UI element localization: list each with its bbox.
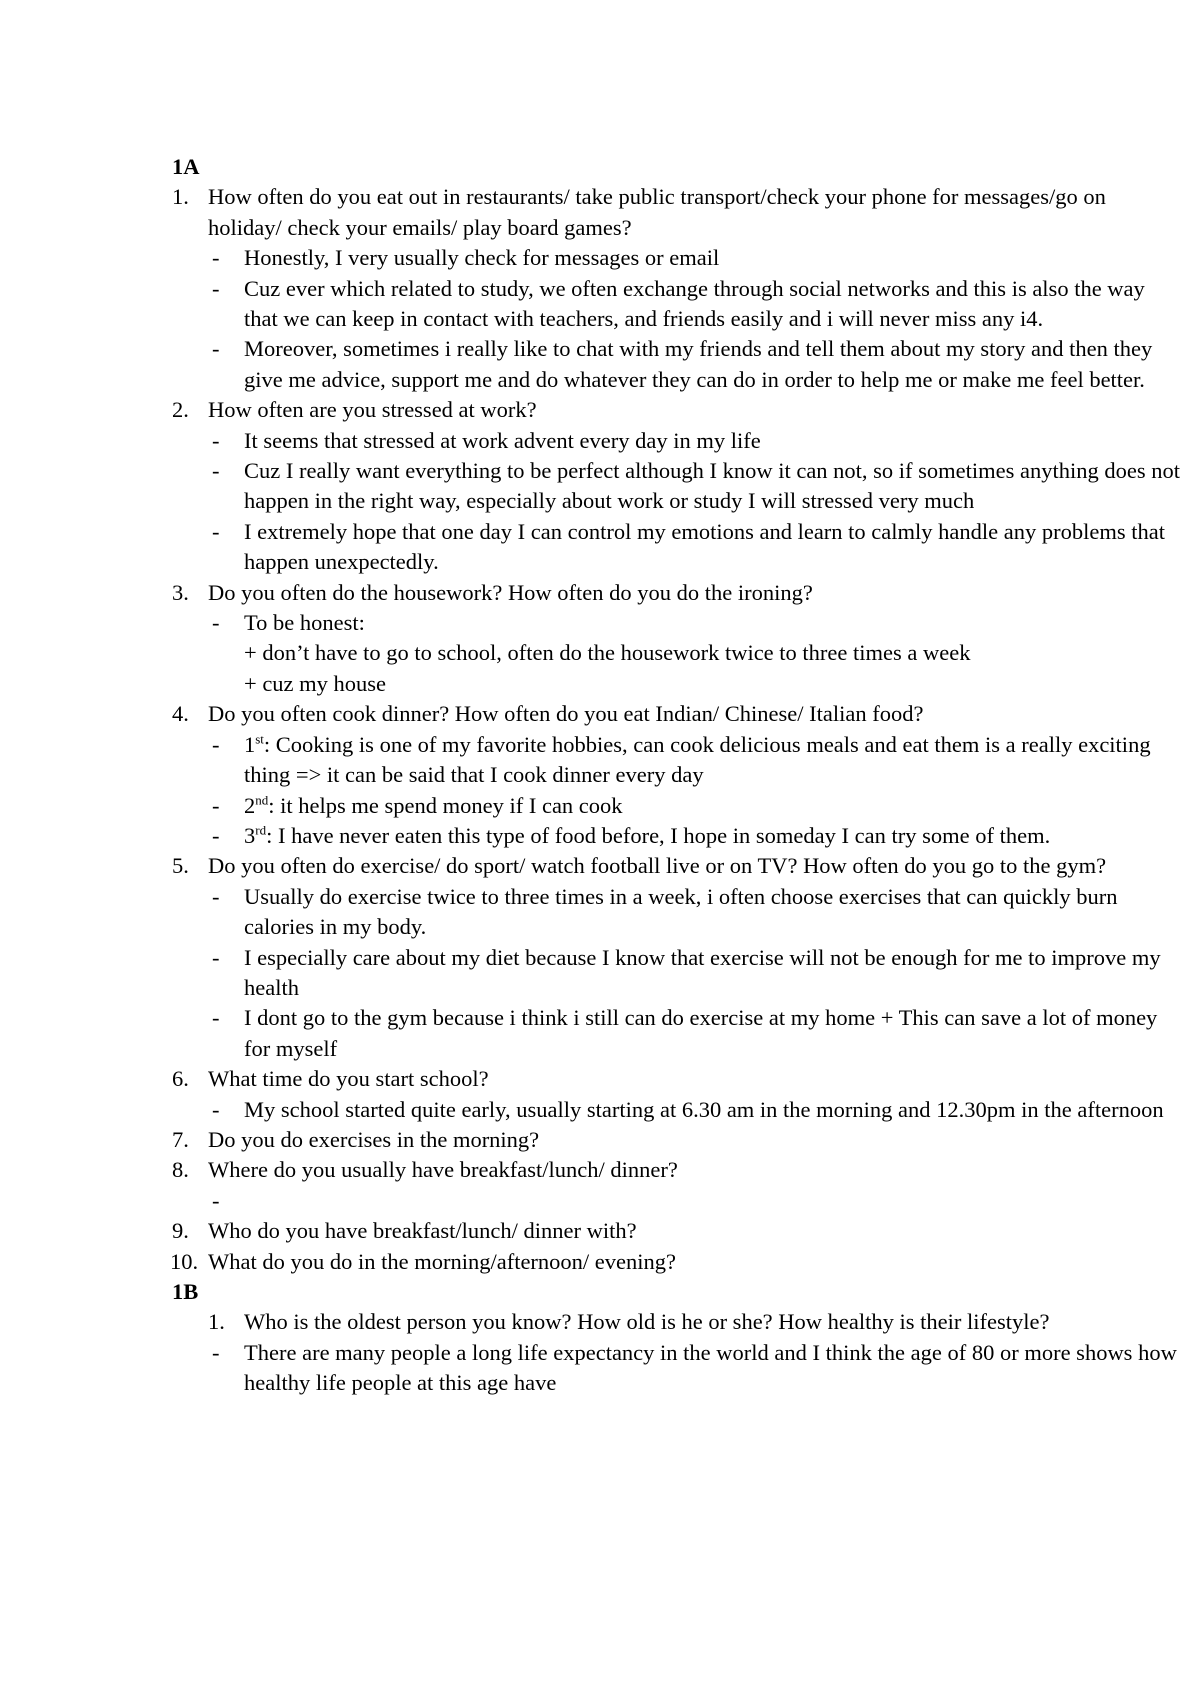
answer-item — [172, 1003, 1182, 1064]
ordinal-number: 2 — [244, 792, 256, 818]
question-number: 5. — [172, 853, 189, 879]
plus-note: + don’t have to go to school, often do the housework twice to three times a week — [244, 640, 971, 666]
answer-text: To be honest: — [244, 610, 365, 636]
answer-text: : it helps me spend money if I can cook — [268, 792, 623, 818]
question-8 — [172, 1155, 1182, 1185]
question-number: 10. — [170, 1248, 199, 1274]
question-text: Who do you have breakfast/lunch/ dinner with? — [208, 1218, 637, 1244]
question-10 — [172, 1247, 1182, 1277]
question-number: 6. — [172, 1066, 189, 1092]
question-1b-1 — [172, 1307, 1182, 1337]
ordinal-suffix: rd — [255, 822, 267, 838]
dash-bullet: - — [212, 1339, 220, 1365]
answer-text: I dont go to the gym because i think i still can do exercise at my home + This can save a lot of money for myself — [244, 1005, 1158, 1061]
question-6 — [172, 1064, 1182, 1094]
answer-text: It seems that stressed at work advent every day in my life — [244, 427, 761, 453]
question-number: 3. — [172, 579, 189, 605]
question-1 — [172, 182, 1182, 243]
question-5 — [172, 851, 1182, 881]
dash-bullet: - — [212, 427, 220, 453]
dash-bullet: - — [212, 1005, 220, 1031]
answer-item — [172, 1095, 1182, 1125]
answer-item — [172, 608, 1182, 638]
dash-bullet: - — [212, 336, 220, 362]
answer-item — [172, 456, 1182, 517]
answer-text: There are many people a long life expectancy in the world and I think the age of 80 or more shows how healthy life people at this age have — [244, 1339, 1177, 1396]
question-number: 8. — [172, 1157, 189, 1183]
dash-bullet: - — [212, 822, 220, 848]
document-content — [172, 152, 1182, 1399]
answer-text: I extremely hope that one day I can control my emotions and learn to calmly handle any problems that happen unexpectedly. — [244, 518, 1165, 575]
answer-item — [172, 426, 1182, 456]
answer-item-empty — [172, 1186, 1182, 1216]
answer-item — [172, 243, 1182, 273]
question-text: Do you often do the housework? How often do you do the ironing? — [208, 579, 813, 605]
question-9 — [172, 1216, 1182, 1246]
question-text: What do you do in the morning/afternoon/ evening? — [208, 1248, 677, 1274]
section-heading-1b: 1B — [172, 1279, 199, 1304]
answer-text: : Cooking is one of my favorite hobbies, can cook delicious meals and eat them is a really exciting thing => it can be said that I cook dinner every day — [244, 731, 1151, 788]
dash-bullet: - — [212, 245, 220, 271]
answer-item — [172, 882, 1182, 943]
question-text: Who is the oldest person you know? How old is he or she? How healthy is their lifestyle? — [244, 1309, 1050, 1335]
dash-bullet: - — [212, 458, 220, 484]
answer-text: Cuz I really want everything to be perfect although I know it can not, so if sometimes anything does not happen in the right way, especially about work or study I will stressed very much — [244, 458, 1181, 514]
answer-text: : I have never eaten this type of food before, I hope in someday I can try some of them. — [266, 822, 1051, 848]
answer-item — [172, 730, 1182, 791]
dash-bullet: - — [212, 1096, 220, 1122]
answer-item — [172, 334, 1182, 395]
question-2 — [172, 395, 1182, 425]
question-text: What time do you start school? — [208, 1066, 489, 1092]
dash-bullet: - — [212, 518, 220, 544]
answer-text: Cuz ever which related to study, we often exchange through social networks and this is also the way that we can keep in contact with teachers, and friends easily and i will never miss any i4. — [244, 275, 1145, 332]
question-number: 7. — [172, 1126, 189, 1152]
question-text: Do you often do exercise/ do sport/ watch football live or on TV? How often do you go to the gym? — [208, 853, 1107, 879]
answer-item — [172, 517, 1182, 578]
ordinal-number: 1 — [244, 731, 256, 757]
ordinal-number: 3 — [244, 822, 256, 848]
question-number: 2. — [172, 397, 189, 423]
question-number: 9. — [172, 1218, 189, 1244]
answer-text: Usually do exercise twice to three times in a week, i often choose exercises that can quickly burn calories in my body. — [244, 883, 1118, 940]
question-text: How often are you stressed at work? — [208, 397, 537, 423]
dash-bullet: - — [212, 731, 220, 757]
dash-bullet: - — [212, 792, 220, 818]
question-text: How often do you eat out in restaurants/ take public transport/check your phone for messages/go on holiday/ check your emails/ play board games? — [208, 184, 1106, 240]
answer-item — [172, 821, 1182, 851]
dash-bullet: - — [212, 944, 220, 970]
answer-text: I especially care about my diet because I know that exercise will not be enough for me to improve my health — [244, 944, 1161, 1000]
question-3 — [172, 578, 1182, 608]
question-text: Do you do exercises in the morning? — [208, 1126, 540, 1152]
plus-note: + cuz my house — [244, 670, 387, 696]
question-7 — [172, 1125, 1182, 1155]
ordinal-suffix: nd — [255, 792, 269, 808]
dash-bullet: - — [212, 610, 220, 636]
answer-item — [172, 943, 1182, 1004]
question-text: Where do you usually have breakfast/lunch/ dinner? — [208, 1157, 678, 1183]
answer-item — [172, 274, 1182, 335]
dash-bullet: - — [212, 275, 220, 301]
dash-bullet: - — [212, 1187, 220, 1213]
answer-text: Honestly, I very usually check for messages or email — [244, 245, 720, 271]
answer-text: Moreover, sometimes i really like to chat with my friends and tell them about my story and then they give me advice, support me and do whatever they can do in order to help me or make me feel better. — [244, 336, 1153, 392]
question-text: Do you often cook dinner? How often do you eat Indian/ Chinese/ Italian food? — [208, 701, 924, 727]
answer-item — [172, 791, 1182, 821]
answer-text: My school started quite early, usually starting at 6.30 am in the morning and 12.30pm in the afternoon — [244, 1096, 1164, 1122]
ordinal-suffix: st — [255, 731, 264, 747]
question-number: 1. — [172, 184, 189, 210]
section-heading-1a: 1A — [172, 154, 200, 179]
dash-bullet: - — [212, 883, 220, 909]
question-4 — [172, 699, 1182, 729]
question-number: 4. — [172, 701, 189, 727]
question-number: 1. — [208, 1309, 225, 1335]
answer-item — [172, 1338, 1182, 1399]
